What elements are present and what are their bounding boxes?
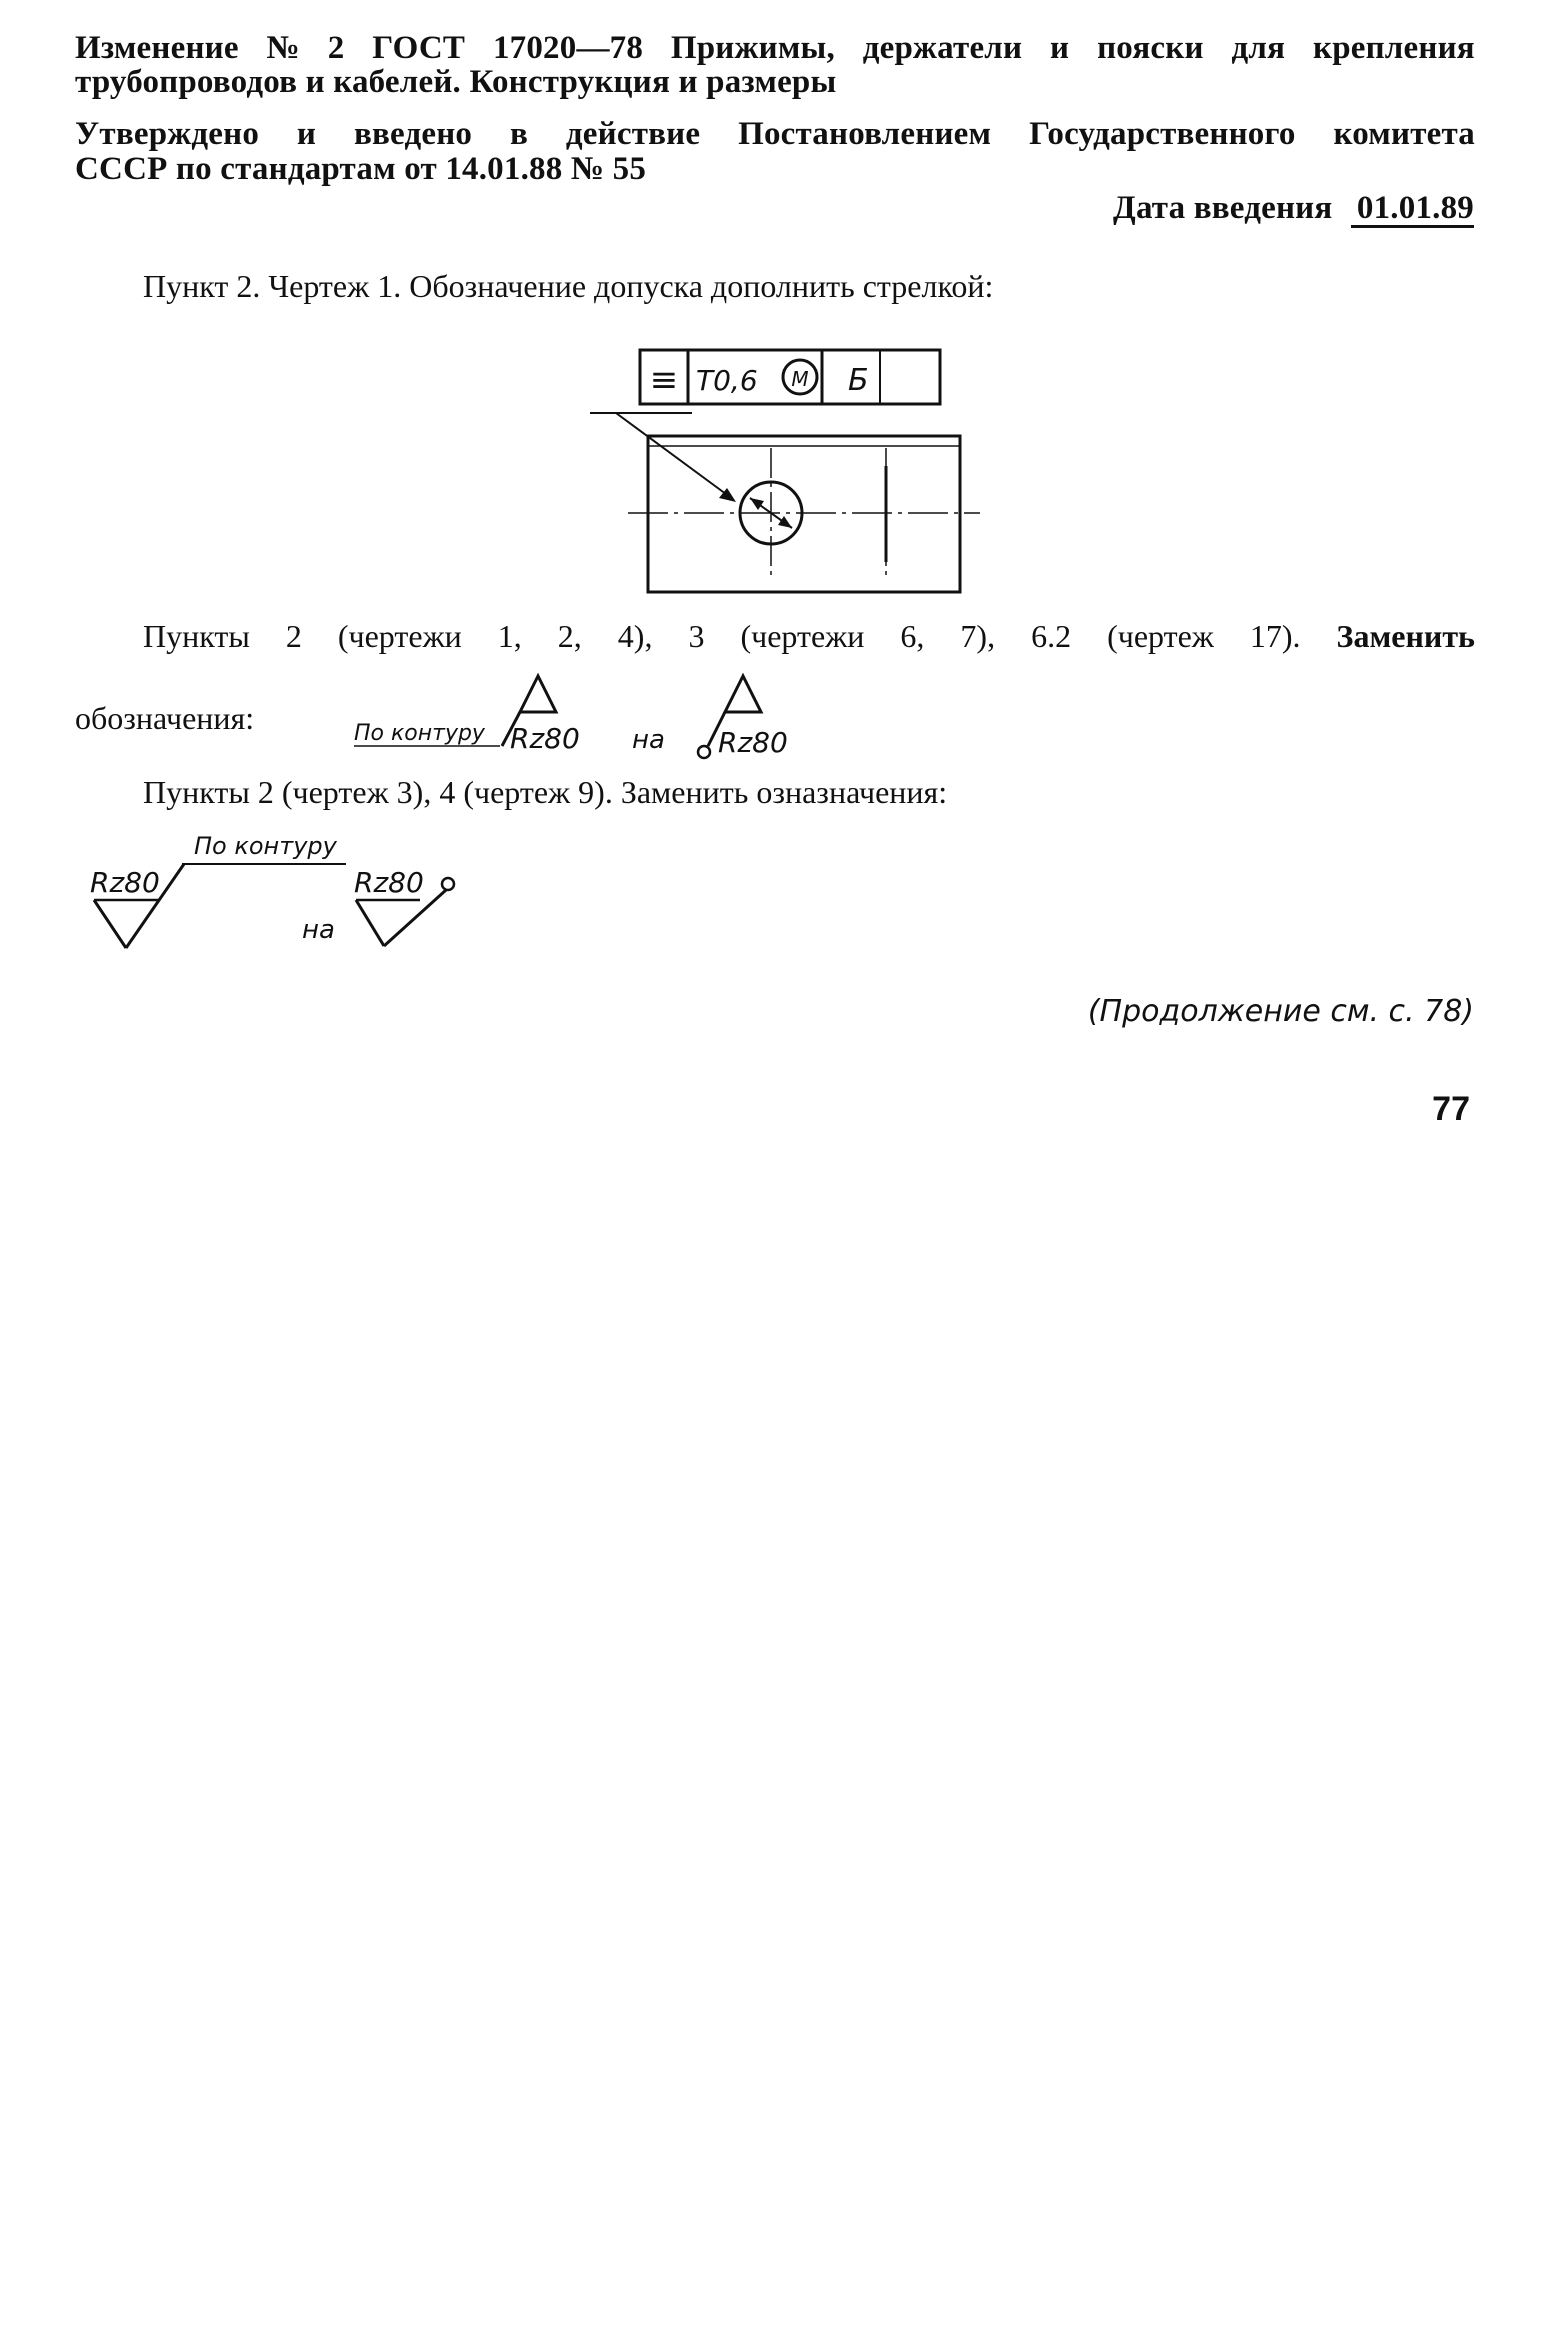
leader-arrow-line (616, 413, 730, 497)
old-roughness-value: Rz80 (90, 866, 160, 899)
tolerance-drawing (580, 340, 1000, 600)
contour-circle (698, 746, 710, 758)
symmetry-symbol: ≡ (649, 360, 679, 400)
effective-date-value: 01.01.89 (1351, 191, 1474, 228)
approval-word: Утверждено (75, 116, 260, 152)
paragraph-2-line2: обозначения: (75, 700, 255, 736)
approval-word: Постановлением (738, 116, 992, 152)
paragraph-word: (чертежи (337, 618, 462, 654)
paragraph-word: 3 (688, 618, 705, 654)
arrow-head (778, 516, 792, 528)
paragraph-word: 6.2 (1031, 618, 1072, 654)
paragraph-2-line1 (143, 618, 1475, 654)
title-word: Прижимы, (670, 30, 835, 66)
modifier-letter: М (791, 367, 809, 391)
title-word: № (266, 30, 300, 66)
paragraph-word: 17). (1249, 618, 1301, 654)
title-word: 2 (327, 30, 345, 66)
roughness-triangle (520, 676, 556, 712)
paragraph-word: Пункты (143, 618, 250, 654)
tolerance-value: Т0,6 (696, 364, 758, 397)
title-word: ГОСТ (372, 30, 466, 66)
old-roughness-caption: По контуру (194, 832, 337, 860)
title-word: для (1231, 30, 1286, 66)
approval-word: и (296, 116, 317, 152)
roughness-symbols-a (350, 672, 830, 768)
contour-circle (442, 878, 454, 890)
title-word: и (1050, 30, 1070, 66)
title-word: 17020—78 (492, 30, 644, 66)
old-roughness-value: Rz80 (510, 722, 580, 755)
new-roughness-value: Rz80 (718, 726, 788, 759)
datum-letter: Б (848, 363, 869, 398)
roughness-symbol-arm (94, 900, 126, 948)
approval-word: в (510, 116, 529, 152)
approval-line1 (75, 116, 1475, 152)
new-roughness-value: Rz80 (354, 866, 424, 899)
roughness-check-line (556, 676, 580, 712)
part-outline (648, 436, 960, 592)
paragraph-1: Пункт 2. Чертеж 1. Обозначение допуска дополнить стрелкой: (143, 268, 994, 304)
paragraph-word: 1, (497, 618, 522, 654)
paragraph-word: Заменить (1336, 618, 1475, 654)
paragraph-word: 4), (617, 618, 653, 654)
effective-date (1113, 190, 1474, 228)
paragraph-word: 2 (285, 618, 302, 654)
roughness-symbols-b (86, 826, 486, 956)
title-word: пояски (1097, 30, 1204, 66)
old-roughness-caption: По контуру (354, 721, 485, 746)
paragraph-word: (чертеж (1107, 618, 1214, 654)
roughness-symbol-arm (356, 900, 384, 946)
page-number: 77 (1432, 1090, 1470, 1128)
title-word: крепления (1312, 30, 1475, 66)
paragraph-word: 7), (960, 618, 996, 654)
paragraph-word: 6, (900, 618, 925, 654)
roughness-triangle (725, 676, 761, 712)
effective-date-label: Дата введения (1113, 190, 1333, 226)
document-title-line2: трубопроводов и кабелей. Конструкция и размеры (75, 64, 837, 100)
paragraph-word: (чертежи (740, 618, 865, 654)
approval-word: комитета (1333, 116, 1475, 152)
approval-word: Государственного (1029, 116, 1296, 152)
paragraph-3: Пункты 2 (чертеж 3), 4 (чертеж 9). Заменить озназначения: (143, 774, 948, 810)
tolerance-frame (640, 350, 940, 404)
approval-word: введено (354, 116, 473, 152)
arrow-head (750, 498, 764, 510)
approval-line2: СССР по стандартам от 14.01.88 № 55 (75, 151, 647, 187)
approval-word: действие (565, 116, 701, 152)
title-word: Изменение (75, 30, 239, 66)
connector-word: на (302, 915, 335, 945)
connector-word: на (632, 725, 665, 755)
document-title-line1 (75, 30, 1475, 66)
paragraph-word: 2, (557, 618, 582, 654)
title-word: держатели (862, 30, 1023, 66)
continuation-note: (Продолжение см. с. 78) (1087, 994, 1474, 1029)
